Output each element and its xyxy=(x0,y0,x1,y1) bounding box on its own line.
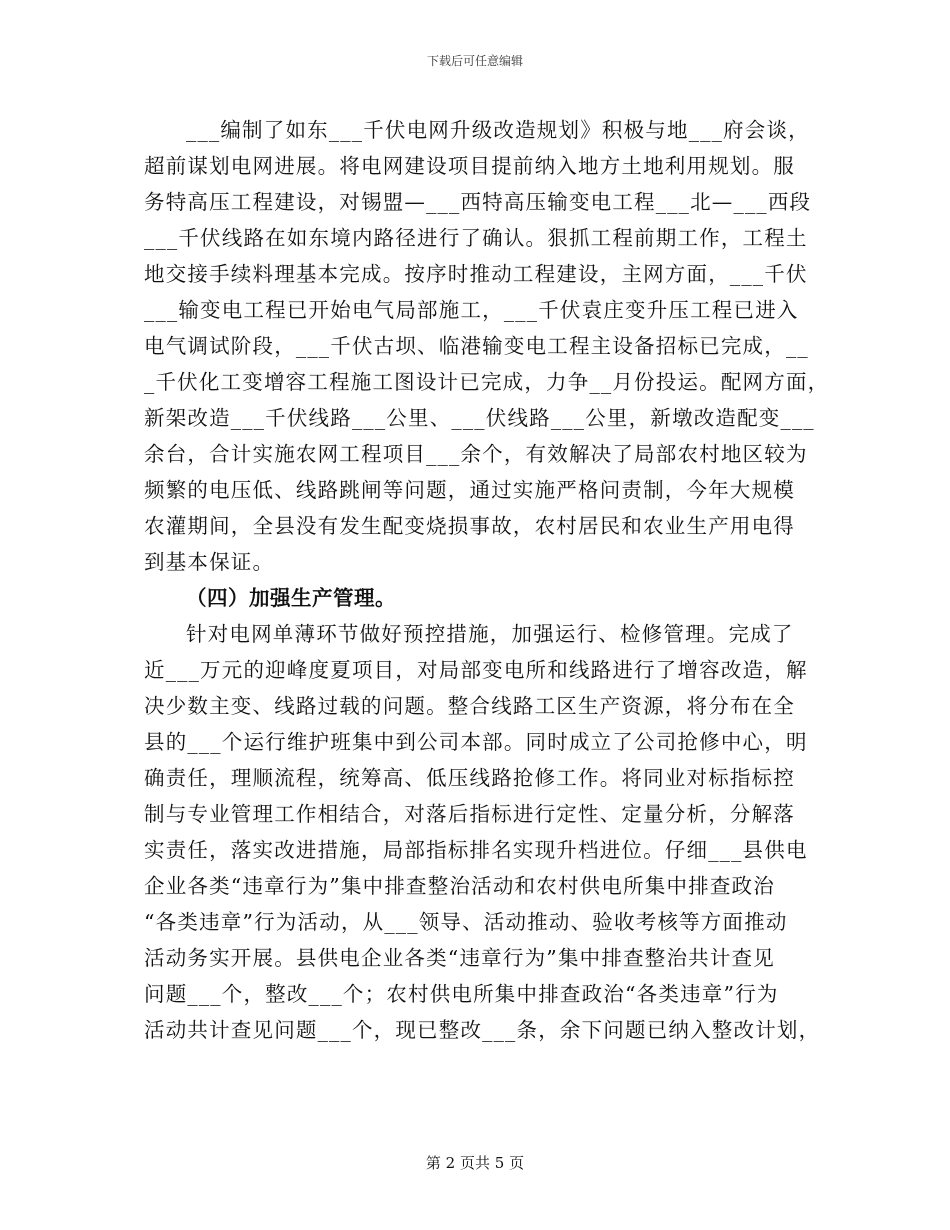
section-heading: （四）加强生产管理。 xyxy=(186,586,396,610)
paragraph-2 xyxy=(144,616,824,1048)
text-line: 决少数主变、线路过载的问题。整合线路工区生产资源，将分布在全 xyxy=(144,694,795,718)
text-line: 近___万元的迎峰度夏项目，对局部变电所和线路进行了增容改造，解 xyxy=(144,658,808,682)
text-line: 确责任，理顺流程，统筹高、低压线路抢修工作。将同业对标指标控 xyxy=(144,766,795,790)
text-line: 地交接手续料理基本完成。按序时推动工程建设，主网方面，___千伏 xyxy=(144,262,808,286)
text-line: 制与专业管理工作相结合，对落后指标进行定性、定量分析，分解落 xyxy=(144,802,795,826)
text-line: 针对电网单薄环节做好预控措施，加强运行、检修管理。完成了 xyxy=(186,622,794,646)
text-line: ___编制了如东___千伏电网升级改造规划》积极与地___府会谈， xyxy=(186,118,810,142)
text-line: ___输变电工程已开始电气局部施工，___千伏袁庄变升压工程已进入 xyxy=(144,298,799,322)
text-line: 县的___个运行维护班集中到公司本部。同时成立了公司抢修中心，明 xyxy=(144,730,808,754)
page-header: 下载后可任意编辑 xyxy=(426,54,523,68)
text-line: 电气调试阶段，___千伏古坝、临港输变电工程主设备招标已完成，__ xyxy=(144,334,809,358)
text-line: 新架改造___千伏线路___公里、___伏线路___公里，新墩改造配变___ xyxy=(144,406,815,430)
text-line: “各类违章”行为活动，从___领导、活动推动、验收考核等方面推动 xyxy=(144,910,788,934)
text-line: 问题___个，整改___个；农村供电所集中排查政治“各类违章”行为 xyxy=(144,982,779,1006)
text-line: 企业各类“违章行为”集中排查整治活动和农村供电所集中排查政治 xyxy=(144,874,775,898)
text-line: 活动共计查见问题___个，现已整改___条，余下问题已纳入整改计划， xyxy=(144,1018,821,1042)
text-line: _千伏化工变增容工程施工图设计已完成，力争__月份投运。配网方面， xyxy=(144,370,830,394)
document-body xyxy=(144,112,830,1048)
text-line: 实责任，落实改进措施，局部指标排名实现升档进位。仔细___县供电 xyxy=(144,838,808,862)
text-line: 超前谋划电网进展。将电网建设项目提前纳入地方土地利用规划。服 xyxy=(144,154,795,178)
text-line: 活动务实开展。县供电企业各类“违章行为”集中排查整治共计查见 xyxy=(144,946,775,970)
text-line: ___千伏线路在如东境内路径进行了确认。狠抓工程前期工作，工程土 xyxy=(144,226,808,250)
page-number-footer: 第 2 页共 5 页 xyxy=(425,1154,525,1172)
text-line: 频繁的电压低、线路跳闸等问题，通过实施严格问责制，今年大规模 xyxy=(144,478,795,502)
text-line: 务特高压工程建设，对锡盟—___西特高压输变电工程___北—___西段 xyxy=(144,190,812,214)
text-line: 农灌期间，全县没有发生配变烧损事故，农村居民和农业生产用电得 xyxy=(144,514,795,538)
text-line: 到基本保证。 xyxy=(144,550,275,574)
text-line: 余台，合计实施农网工程项目___余个，有效解决了局部农村地区较为 xyxy=(144,442,808,466)
paragraph-1 xyxy=(144,112,830,580)
